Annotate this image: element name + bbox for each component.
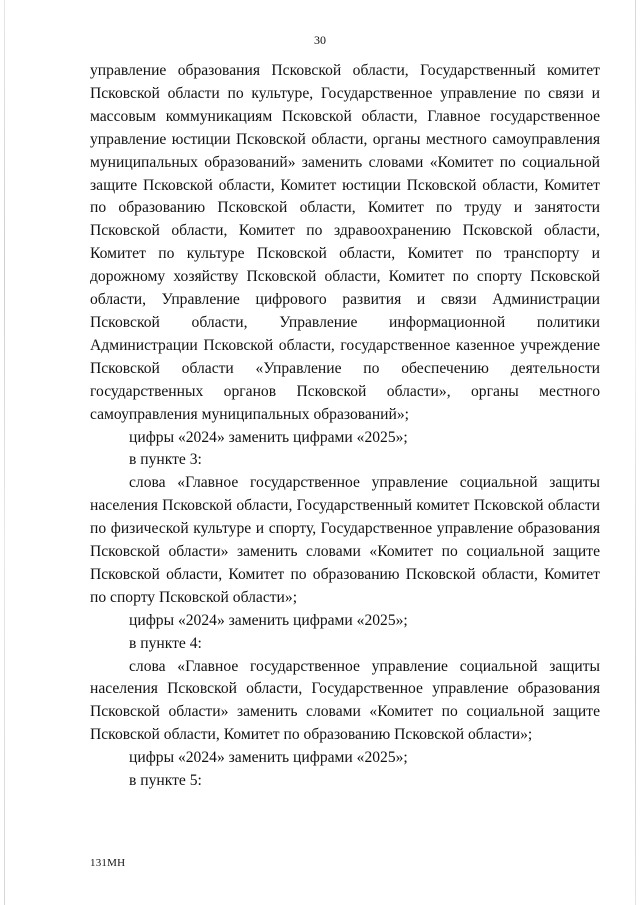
body-paragraph: слова «Главное государственное управление социальной защиты населения Псковской области, Государственный комитет Псковской области по физической культуре и спорту, Государственное управление образования Псковской области» заменить словами «Комитет по социальной защите Псковской области, Комитет по образованию Псковской области, Комитет по спорту Псковской области»; [90,474,600,606]
body-paragraph: цифры «2024» заменить цифрами «2025»; [129,611,408,629]
scan-edge-left [4,0,5,905]
body-paragraph: цифры «2024» заменить цифрами «2025»; [129,428,408,446]
document-code: 131МН [90,857,126,869]
scan-edge-right [635,0,636,905]
document-body [90,60,600,793]
body-paragraph: в пункте 5: [129,772,202,790]
body-paragraph: слова «Главное государственное управление социальной защиты населения Псковской области, Государственное управление образования Псковской области» заменить словами «Комитет по социальной защите Псковской области, Комитет по образованию Псковской области»; [90,657,600,744]
body-paragraph: в пункте 3: [129,451,202,469]
body-paragraph: цифры «2024» заменить цифрами «2025»; [129,749,408,767]
page-number: 30 [314,33,326,47]
body-paragraph: в пункте 4: [129,634,202,652]
body-paragraph-continuation: управление образования Псковской области, Государственный комитет Псковской области по культуре, Государственное управление по связи и массовым коммуникациям Псковской области, Главное государственное управление юстиции Псковской области, органы местного самоуправления муниципальных образований» заменить словами «Комитет по социальной защите Псковской области, Комитет юстиции Псковской области, Комитет по образованию Псковской области, Комитет по труду и занятости Псковской области, Комитет по здравоохранению Псковской области, Комитет по культуре Псковской области, Комитет по транспорту и дорожному хозяйству Псковской области, Комитет по спорту Псковской области, Управление цифрового развития и связи Администрации Псковской области, Управление информационной политики Администрации Псковской области, государственное казенное учреждение Псковской области «Управление по обеспечению деятельности государственных органов Псковской области», органы местного самоуправления муниципальных образований»; [90,62,600,423]
